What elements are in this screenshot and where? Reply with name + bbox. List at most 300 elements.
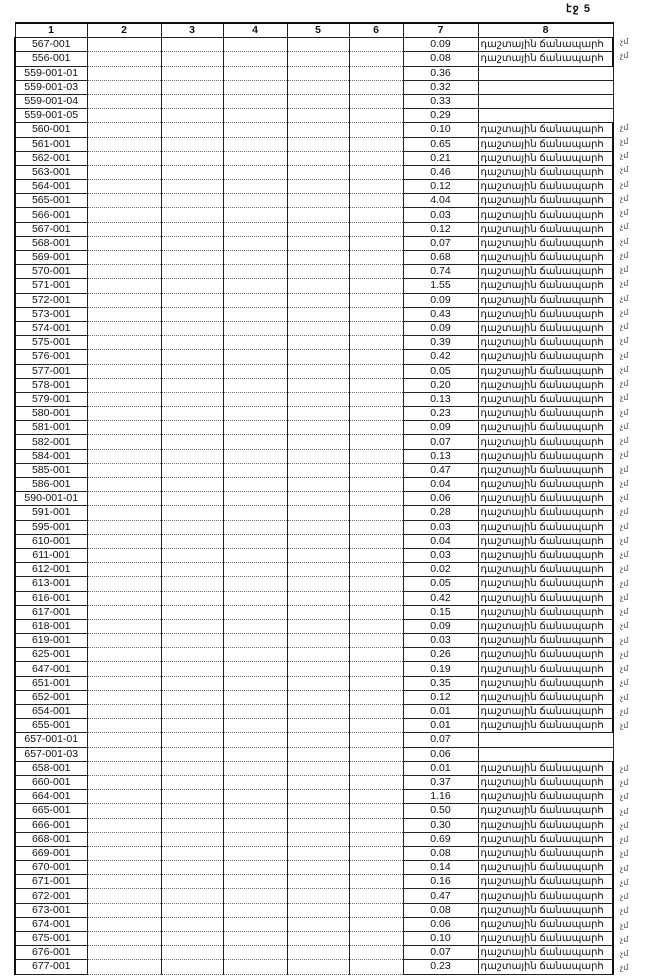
margin-mark: չմ xyxy=(620,122,629,132)
table-row xyxy=(15,634,613,648)
empty-cell-col6 xyxy=(349,577,403,591)
empty-cell-col3 xyxy=(161,705,223,719)
margin-mark: չմ xyxy=(620,393,629,403)
empty-cell-col6 xyxy=(349,733,403,747)
parcel-id-cell: 651-001 xyxy=(15,676,87,690)
empty-cell-col5 xyxy=(287,619,349,633)
area-cell: 0.29 xyxy=(403,109,478,123)
empty-cell-col5 xyxy=(287,761,349,775)
area-cell: 0.01 xyxy=(403,761,478,775)
empty-cell-col3 xyxy=(161,662,223,676)
area-cell: 0.07 xyxy=(403,733,478,747)
table-row xyxy=(15,733,613,747)
area-cell: 0.06 xyxy=(403,917,478,931)
empty-cell-col2 xyxy=(87,321,161,335)
empty-cell-col2 xyxy=(87,421,161,435)
parcel-id-cell: 647-001 xyxy=(15,662,87,676)
margin-mark: չմ xyxy=(620,279,629,289)
table-row xyxy=(15,463,613,477)
empty-cell-col3 xyxy=(161,492,223,506)
empty-cell-col2 xyxy=(87,109,161,123)
empty-cell-col6 xyxy=(349,236,403,250)
empty-cell-col4 xyxy=(223,123,287,137)
empty-cell-col4 xyxy=(223,563,287,577)
empty-cell-col5 xyxy=(287,733,349,747)
empty-cell-col6 xyxy=(349,719,403,733)
land-use-cell: դաշտային ճանապարհ xyxy=(478,634,613,648)
land-use-cell: դաշտային ճանապարհ xyxy=(478,790,613,804)
empty-cell-col4 xyxy=(223,548,287,562)
parcel-id-cell: 673-001 xyxy=(15,903,87,917)
empty-cell-col5 xyxy=(287,279,349,293)
empty-cell-col4 xyxy=(223,137,287,151)
table-row xyxy=(15,279,613,293)
area-cell: 0.08 xyxy=(403,846,478,860)
column-header-5: 5 xyxy=(287,23,349,38)
empty-cell-col3 xyxy=(161,548,223,562)
empty-cell-col4 xyxy=(223,38,287,52)
margin-mark: չմ xyxy=(620,236,629,246)
empty-cell-col2 xyxy=(87,222,161,236)
empty-cell-col4 xyxy=(223,733,287,747)
area-cell: 0.32 xyxy=(403,80,478,94)
empty-cell-col6 xyxy=(349,548,403,562)
empty-cell-col4 xyxy=(223,605,287,619)
empty-cell-col5 xyxy=(287,832,349,846)
empty-cell-col4 xyxy=(223,180,287,194)
empty-cell-col3 xyxy=(161,932,223,946)
margin-mark: չմ xyxy=(620,179,629,189)
land-use-cell: դաշտային ճանապարհ xyxy=(478,690,613,704)
empty-cell-col4 xyxy=(223,208,287,222)
margin-mark: չմ xyxy=(620,250,629,260)
table-row xyxy=(15,208,613,222)
empty-cell-col2 xyxy=(87,265,161,279)
empty-cell-col4 xyxy=(223,705,287,719)
empty-cell-col3 xyxy=(161,208,223,222)
table-row xyxy=(15,307,613,321)
empty-cell-col2 xyxy=(87,435,161,449)
parcel-id-cell: 612-001 xyxy=(15,563,87,577)
margin-mark: չմ xyxy=(620,521,629,531)
land-use-cell: դաշտային ճանապարհ xyxy=(478,761,613,775)
empty-cell-col3 xyxy=(161,421,223,435)
parcel-id-cell: 616-001 xyxy=(15,591,87,605)
table-row xyxy=(15,903,613,917)
margin-mark: չմ xyxy=(620,877,629,887)
land-use-cell: դաշտային ճանապարհ xyxy=(478,52,613,66)
empty-cell-col5 xyxy=(287,705,349,719)
empty-cell-col4 xyxy=(223,719,287,733)
empty-cell-col6 xyxy=(349,946,403,960)
empty-cell-col2 xyxy=(87,960,161,974)
empty-cell-col5 xyxy=(287,407,349,421)
parcel-id-cell: 569-001 xyxy=(15,251,87,265)
empty-cell-col6 xyxy=(349,307,403,321)
margin-mark: չմ xyxy=(620,664,629,673)
empty-cell-col6 xyxy=(349,846,403,860)
area-cell: 0.19 xyxy=(403,662,478,676)
area-cell: 0.08 xyxy=(403,903,478,917)
empty-cell-col3 xyxy=(161,719,223,733)
margin-mark: չմ xyxy=(620,578,629,588)
empty-cell-col4 xyxy=(223,151,287,165)
empty-cell-col5 xyxy=(287,534,349,548)
empty-cell-col6 xyxy=(349,421,403,435)
empty-cell-col2 xyxy=(87,946,161,960)
empty-cell-col5 xyxy=(287,690,349,704)
empty-cell-col5 xyxy=(287,449,349,463)
column-header-7: 7 xyxy=(403,23,478,38)
empty-cell-col6 xyxy=(349,747,403,761)
area-cell: 0.28 xyxy=(403,506,478,520)
empty-cell-col4 xyxy=(223,662,287,676)
empty-cell-col3 xyxy=(161,790,223,804)
margin-mark: չմ xyxy=(620,934,629,944)
land-use-cell: դաշտային ճանապարհ xyxy=(478,832,613,846)
margin-mark: չմ xyxy=(620,507,629,517)
table-row xyxy=(15,293,613,307)
empty-cell-col6 xyxy=(349,165,403,179)
empty-cell-col6 xyxy=(349,648,403,662)
column-header-8: 8 xyxy=(478,23,613,38)
land-use-cell: դաշտային ճանապարհ xyxy=(478,676,613,690)
table-row xyxy=(15,492,613,506)
margin-mark: չմ xyxy=(620,778,629,787)
empty-cell-col4 xyxy=(223,775,287,789)
parcel-id-cell: 664-001 xyxy=(15,790,87,804)
empty-cell-col2 xyxy=(87,94,161,108)
empty-cell-col3 xyxy=(161,137,223,151)
table-row xyxy=(15,520,613,534)
table-row xyxy=(15,66,613,80)
margin-mark: չմ xyxy=(620,906,629,916)
area-cell: 0.21 xyxy=(403,151,478,165)
empty-cell-col5 xyxy=(287,251,349,265)
table-row xyxy=(15,265,613,279)
empty-cell-col4 xyxy=(223,591,287,605)
empty-cell-col2 xyxy=(87,478,161,492)
empty-cell-col4 xyxy=(223,577,287,591)
area-cell: 0.16 xyxy=(403,875,478,889)
empty-cell-col6 xyxy=(349,775,403,789)
empty-cell-col5 xyxy=(287,492,349,506)
empty-cell-col4 xyxy=(223,506,287,520)
empty-cell-col6 xyxy=(349,790,403,804)
area-cell: 0.03 xyxy=(403,520,478,534)
empty-cell-col3 xyxy=(161,563,223,577)
area-cell: 4.04 xyxy=(403,194,478,208)
empty-cell-col3 xyxy=(161,307,223,321)
empty-cell-col5 xyxy=(287,775,349,789)
empty-cell-col2 xyxy=(87,705,161,719)
margin-mark: չմ xyxy=(620,820,629,830)
empty-cell-col5 xyxy=(287,875,349,889)
area-cell: 0.04 xyxy=(403,478,478,492)
margin-mark: չմ xyxy=(620,564,629,574)
land-use-cell-empty xyxy=(478,66,613,80)
margin-mark: չմ xyxy=(620,792,629,802)
land-use-cell: դաշտային ճանապարհ xyxy=(478,506,613,520)
empty-cell-col4 xyxy=(223,761,287,775)
empty-cell-col5 xyxy=(287,889,349,903)
empty-cell-col4 xyxy=(223,903,287,917)
table-row xyxy=(15,761,613,775)
empty-cell-col3 xyxy=(161,846,223,860)
empty-cell-col6 xyxy=(349,605,403,619)
empty-cell-col5 xyxy=(287,903,349,917)
empty-cell-col3 xyxy=(161,960,223,974)
margin-mark: չմ xyxy=(620,193,629,203)
table-row xyxy=(15,861,613,875)
land-use-cell: դաշտային ճանապարհ xyxy=(478,605,613,619)
empty-cell-col4 xyxy=(223,690,287,704)
table-row xyxy=(15,151,613,165)
parcel-id-cell: 570-001 xyxy=(15,265,87,279)
land-use-cell: դաշտային ճանապարհ xyxy=(478,421,613,435)
parcel-id-cell: 657-001-03 xyxy=(15,747,87,761)
land-use-cell: դաշտային ճանապարհ xyxy=(478,648,613,662)
area-cell: 0.23 xyxy=(403,960,478,974)
margin-mark: չմ xyxy=(620,151,629,160)
empty-cell-col3 xyxy=(161,109,223,123)
land-use-cell: դաշտային ճանապարհ xyxy=(478,123,613,137)
empty-cell-col5 xyxy=(287,648,349,662)
empty-cell-col3 xyxy=(161,889,223,903)
parcel-id-cell: 657-001-01 xyxy=(15,733,87,747)
table-row xyxy=(15,350,613,364)
empty-cell-col3 xyxy=(161,392,223,406)
empty-cell-col2 xyxy=(87,875,161,889)
table-row xyxy=(15,932,613,946)
table-row xyxy=(15,719,613,733)
land-use-cell: դաշտային ճանապարհ xyxy=(478,662,613,676)
margin-mark: չմ xyxy=(620,136,629,146)
empty-cell-col4 xyxy=(223,251,287,265)
empty-cell-col5 xyxy=(287,236,349,250)
empty-cell-col3 xyxy=(161,634,223,648)
empty-cell-col6 xyxy=(349,378,403,392)
parcel-id-cell: 566-001 xyxy=(15,208,87,222)
empty-cell-col4 xyxy=(223,407,287,421)
empty-cell-col3 xyxy=(161,506,223,520)
empty-cell-col5 xyxy=(287,66,349,80)
parcel-id-cell: 590-001-01 xyxy=(15,492,87,506)
empty-cell-col5 xyxy=(287,634,349,648)
empty-cell-col6 xyxy=(349,180,403,194)
empty-cell-col2 xyxy=(87,719,161,733)
empty-cell-col4 xyxy=(223,534,287,548)
parcel-id-cell: 655-001 xyxy=(15,719,87,733)
empty-cell-col5 xyxy=(287,662,349,676)
empty-cell-col5 xyxy=(287,577,349,591)
empty-cell-col6 xyxy=(349,875,403,889)
empty-cell-col6 xyxy=(349,903,403,917)
empty-cell-col2 xyxy=(87,364,161,378)
empty-cell-col6 xyxy=(349,251,403,265)
parcel-id-cell: 559-001-03 xyxy=(15,80,87,94)
empty-cell-col3 xyxy=(161,194,223,208)
page-number: էջ 5 xyxy=(566,3,591,15)
parcel-id-cell: 611-001 xyxy=(15,548,87,562)
margin-mark: չմ xyxy=(620,692,629,702)
empty-cell-col2 xyxy=(87,534,161,548)
empty-cell-col2 xyxy=(87,563,161,577)
table-row xyxy=(15,137,613,151)
parcel-id-cell: 676-001 xyxy=(15,946,87,960)
parcel-id-cell: 573-001 xyxy=(15,307,87,321)
parcel-id-cell: 586-001 xyxy=(15,478,87,492)
column-header-4: 4 xyxy=(223,23,287,38)
empty-cell-col2 xyxy=(87,548,161,562)
empty-cell-col3 xyxy=(161,478,223,492)
table-row xyxy=(15,577,613,591)
land-use-cell: դաշտային ճանապարհ xyxy=(478,960,613,974)
margin-mark: չմ xyxy=(620,293,629,303)
empty-cell-col4 xyxy=(223,818,287,832)
empty-cell-col3 xyxy=(161,804,223,818)
empty-cell-col4 xyxy=(223,435,287,449)
margin-mark: չմ xyxy=(620,678,629,688)
column-header-6: 6 xyxy=(349,23,403,38)
empty-cell-col4 xyxy=(223,236,287,250)
table-row xyxy=(15,435,613,449)
parcel-id-cell: 654-001 xyxy=(15,705,87,719)
land-use-cell: դաշտային ճանապարհ xyxy=(478,889,613,903)
empty-cell-col3 xyxy=(161,903,223,917)
empty-cell-col3 xyxy=(161,378,223,392)
parcel-id-cell: 563-001 xyxy=(15,165,87,179)
land-use-cell: դաշտային ճանապարհ xyxy=(478,903,613,917)
empty-cell-col2 xyxy=(87,917,161,931)
table-row xyxy=(15,336,613,350)
area-cell: 0.65 xyxy=(403,137,478,151)
empty-cell-col3 xyxy=(161,875,223,889)
empty-cell-col2 xyxy=(87,676,161,690)
land-use-cell: դաշտային ճանապարհ xyxy=(478,563,613,577)
table-row xyxy=(15,648,613,662)
empty-cell-col5 xyxy=(287,293,349,307)
empty-cell-col5 xyxy=(287,605,349,619)
empty-cell-col5 xyxy=(287,463,349,477)
empty-cell-col3 xyxy=(161,407,223,421)
empty-cell-col6 xyxy=(349,705,403,719)
land-use-cell: դաշտային ճանապարհ xyxy=(478,265,613,279)
empty-cell-col5 xyxy=(287,151,349,165)
empty-cell-col2 xyxy=(87,336,161,350)
area-cell: 0.33 xyxy=(403,94,478,108)
parcel-id-cell: 568-001 xyxy=(15,236,87,250)
empty-cell-col5 xyxy=(287,392,349,406)
empty-cell-col3 xyxy=(161,123,223,137)
empty-cell-col3 xyxy=(161,619,223,633)
land-use-cell: դաշտային ճանապարհ xyxy=(478,293,613,307)
empty-cell-col4 xyxy=(223,932,287,946)
empty-cell-col6 xyxy=(349,321,403,335)
empty-cell-col2 xyxy=(87,137,161,151)
parcel-id-cell: 559-001-01 xyxy=(15,66,87,80)
empty-cell-col6 xyxy=(349,492,403,506)
empty-cell-col5 xyxy=(287,38,349,52)
empty-cell-col4 xyxy=(223,279,287,293)
table-row xyxy=(15,165,613,179)
parcel-id-cell: 669-001 xyxy=(15,846,87,860)
empty-cell-col3 xyxy=(161,279,223,293)
empty-cell-col5 xyxy=(287,917,349,931)
empty-cell-col6 xyxy=(349,861,403,875)
margin-mark: չմ xyxy=(620,407,629,417)
empty-cell-col6 xyxy=(349,662,403,676)
table-row xyxy=(15,591,613,605)
empty-cell-col4 xyxy=(223,449,287,463)
parcel-id-cell: 556-001 xyxy=(15,52,87,66)
empty-cell-col2 xyxy=(87,350,161,364)
land-use-cell: դաշտային ճանապարհ xyxy=(478,407,613,421)
area-cell: 1.16 xyxy=(403,790,478,804)
empty-cell-col6 xyxy=(349,520,403,534)
empty-cell-col5 xyxy=(287,336,349,350)
empty-cell-col5 xyxy=(287,435,349,449)
empty-cell-col3 xyxy=(161,818,223,832)
area-cell: 0.15 xyxy=(403,605,478,619)
table-row xyxy=(15,407,613,421)
area-cell: 0.03 xyxy=(403,634,478,648)
table-row xyxy=(15,478,613,492)
land-use-cell: դաշտային ճանապարհ xyxy=(478,619,613,633)
empty-cell-col6 xyxy=(349,38,403,52)
area-cell: 0.14 xyxy=(403,861,478,875)
empty-cell-col3 xyxy=(161,293,223,307)
empty-cell-col4 xyxy=(223,889,287,903)
empty-cell-col4 xyxy=(223,222,287,236)
area-cell: 0.20 xyxy=(403,378,478,392)
empty-cell-col2 xyxy=(87,80,161,94)
empty-cell-col5 xyxy=(287,946,349,960)
empty-cell-col6 xyxy=(349,293,403,307)
empty-cell-col3 xyxy=(161,676,223,690)
empty-cell-col2 xyxy=(87,747,161,761)
land-use-cell: դաշտային ճանապարհ xyxy=(478,478,613,492)
table-row xyxy=(15,251,613,265)
empty-cell-col6 xyxy=(349,917,403,931)
empty-cell-col6 xyxy=(349,392,403,406)
area-cell: 0.42 xyxy=(403,591,478,605)
empty-cell-col6 xyxy=(349,619,403,633)
empty-cell-col6 xyxy=(349,676,403,690)
margin-mark: չմ xyxy=(620,550,629,559)
empty-cell-col6 xyxy=(349,94,403,108)
parcel-id-cell: 613-001 xyxy=(15,577,87,591)
table-row xyxy=(15,109,613,123)
empty-cell-col3 xyxy=(161,747,223,761)
empty-cell-col6 xyxy=(349,463,403,477)
table-row xyxy=(15,846,613,860)
land-use-cell: դաշտային ճանապարհ xyxy=(478,208,613,222)
empty-cell-col6 xyxy=(349,449,403,463)
land-use-cell: դաշտային ճանապարհ xyxy=(478,861,613,875)
empty-cell-col6 xyxy=(349,563,403,577)
parcel-id-cell: 666-001 xyxy=(15,818,87,832)
empty-cell-col5 xyxy=(287,478,349,492)
empty-cell-col5 xyxy=(287,790,349,804)
empty-cell-col2 xyxy=(87,194,161,208)
empty-cell-col3 xyxy=(161,449,223,463)
area-cell: 0.09 xyxy=(403,38,478,52)
empty-cell-col3 xyxy=(161,364,223,378)
parcel-id-cell: 617-001 xyxy=(15,605,87,619)
empty-cell-col3 xyxy=(161,222,223,236)
empty-cell-col5 xyxy=(287,861,349,875)
